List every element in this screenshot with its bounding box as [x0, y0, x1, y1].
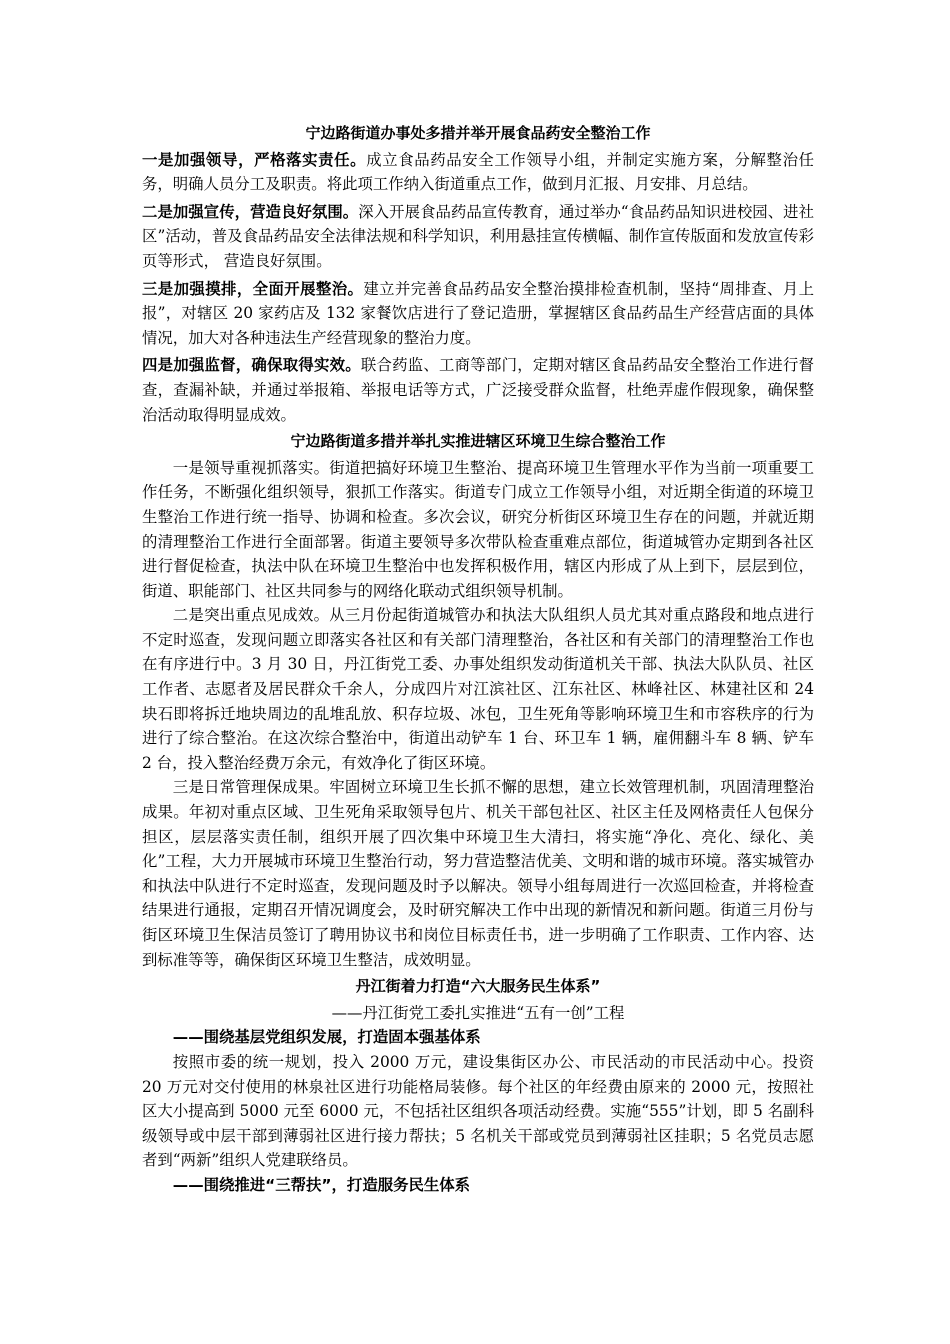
article3-section2-heading: ——围绕推进“三帮扶”，打造服务民生体系	[172, 1175, 471, 1194]
article2-paragraph-3: 三是日常管理保成果。牢固树立环境卫生长抓不懈的思想，建立长效管理机制，巩固清理整治成果。年初对重点区域、卫生死角采取领导包片、机关干部包社区、社区主任及网格责任人包保分担区，层层落实责任制，组织开展了四次集中环境卫生大清扫，将实施“净化、亮化、绿化、美化”工程，大力开展城市环境卫生整治行动，努力营造整洁优美、文明和谐的城市环境。落实城管办和执法中队进行不定时巡查，发现问题及时予以解决。领导小组每周进行一次巡回检查，并将检查结果进行通报，定期召开情况调度会，及时研究解决工作中出现的新情况和新问题。街道三月份与街区环境卫生保洁员签订了聘用协议书和岗位目标责任书，进一步明确了工作职责、工作内容、达到标准等等，确保街区环境卫生整洁，成效明显。	[142, 778, 814, 969]
article1-item-1-text: 成立食品药品安全工作领导小组，并制定实施方案，分解整治任务，明确人员分工及职责。将此项工作纳入街道重点工作，做到月汇报、月安排、月总结。	[142, 150, 814, 194]
article1-item-2	[142, 200, 814, 274]
article1-title: 宁边路街道办事处多措并举开展食品药安全整治工作	[305, 124, 651, 142]
article2-paragraph-2: 二是突出重点见成效。从三月份起街道城管办和执法大队组织人员尤其对重点路段和地点进行不定时巡查，发现问题立即落实各社区和有关部门清理整治，各社区和有关部门的清理整治工作也在有序进行中。3 月 30 日，丹江街党工委、办事处组织发动街道机关干部、执法大队队员、社区工作者、志愿者及居民群众千余人，分成四片对江滨社区、江东社区、林峰社区、林建社区和 24 块石即将拆迁地块周边的乱堆乱放、积存垃圾、冰包，卫生死角等影响环境卫生和市容秩序的行为进行了综合整治。在这次综合整治中，街道出动铲车 1 台、环卫车 1 辆，雇佣翻斗车 8 辆、铲车 2 台，投入整治经费万余元，有效净化了街区环境。	[142, 606, 814, 772]
article1-item-4	[142, 353, 814, 427]
article3-section1-text: 按照市委的统一规划，投入 2000 万元，建设集街区办公、市民活动的市民活动中心。投资 20 万元对交付使用的林泉社区进行功能格局装修。每个社区的年经费由原来的 2000 元，按照社区大小提高到 5000 元至 6000 元，不包括社区组织各项活动经费。实施“555”计划，即 5 名副科级领导或中层干部到薄弱社区进行接力帮扶；5 名机关干部或党员到薄弱社区挂职；5 名党员志愿者到“两新”组织人党建联络员。	[142, 1052, 814, 1170]
article3-title: 丹江街着力打造“六大服务民生体系”	[355, 977, 601, 996]
article1-item-4-text: 联合药监、工商等部门，定期对辖区食品药品安全整治工作进行督查，查漏补缺，并通过举报箱、举报电话等方式，广泛接受群众监督，杜绝弄虚作假现象，确保整治活动取得明显成效。	[142, 356, 814, 424]
article3-subtitle: ——丹江街党工委扎实推进“五有一创”工程	[331, 1003, 625, 1022]
article1-item-3-text: 建立并完善食品药品安全整治摸排检查机制，坚持“周排查、月上报”，对辖区 20 家药店及 132 家餐饮店进行了登记造册，掌握辖区食品药品生产经营店面的具体情况，加大对各种违法生产经营现象的整治力度。	[142, 279, 814, 347]
article1-item-3-lead: 三是加强摸排，全面开展整治。	[142, 279, 364, 298]
article1-item-2-lead: 二是加强宣传，营造良好氛围。	[142, 202, 359, 221]
article1-item-3	[142, 277, 814, 351]
article2-paragraph-1: 一是领导重视抓落实。街道把搞好环境卫生整治、提高环境卫生管理水平作为当前一项重要工作任务，不断强化组织领导，狠抓工作落实。街道专门成立工作领导小组，对近期全街道的环境卫生整治工作进行统一指导、协调和检查。多次会议，研究分析街区环境卫生存在的问题，并就近期的清理整治工作进行全面部署。街道主要领导多次带队检查重难点部位，街道城管办定期到各社区进行督促检查，执法中队在环境卫生整治中也发挥积极作用，辖区内形成了从上到下，层层到位，街道、职能部门、社区共同参与的网络化联动式组织领导机制。	[142, 458, 814, 600]
document-page	[142, 119, 814, 1198]
article1-item-1-lead: 一是加强领导，严格落实责任。	[142, 150, 367, 169]
article3-section1-heading: ——围绕基层党组织发展，打造固本强基体系	[172, 1028, 481, 1047]
article1-item-4-lead: 四是加强监督，确保取得实效。	[142, 356, 361, 375]
article1-item-1	[142, 148, 814, 197]
article1-item-2-text: 深入开展食品药品宣传教育，通过举办“食品药品知识进校园、进社区”活动，普及食品药品安全法律法规和科学知识，利用悬挂宣传横幅、制作宣传版面和发放宣传彩页等形式， 营造良好氛围。	[142, 202, 814, 270]
article2-title: 宁边路街道多措并举扎实推进辖区环境卫生综合整治工作	[290, 432, 666, 451]
